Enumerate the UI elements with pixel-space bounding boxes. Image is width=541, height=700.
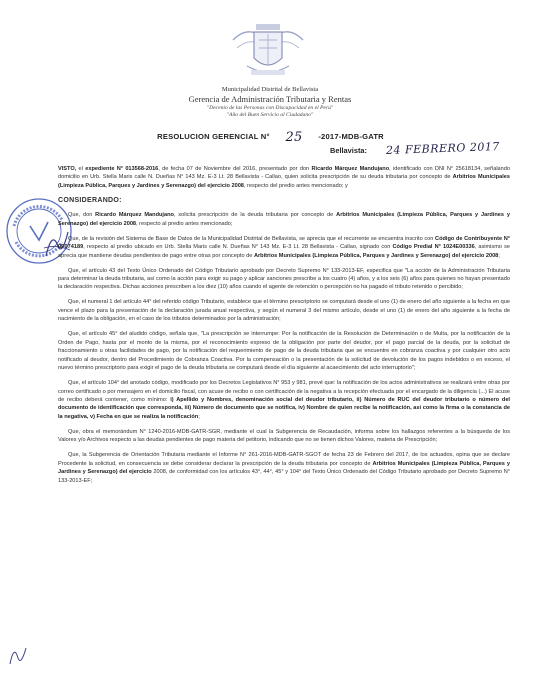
tax-concept: Arbitrios Municipales (Limpieza Pública, Parques y Jardines y Serenazgo) del ejercicio 2008 [58,174,510,189]
considerando-paragraph-1 [58,211,510,228]
visto-text: , identificado con DNI N° 25618134, señalando domicilio en Urb. Stella Maris calle N. Dueñas N° 143 Mz. E-3 Lt. 28 Bellavista - Callao, quien solicita prescripción de su deuda tributaria por concepto de [58,166,511,181]
considerando-paragraph-8 [58,451,510,485]
visto-text: el [76,166,86,172]
paragraph-text: ; [498,252,500,259]
considerando-paragraph-3: Que, el artículo 43 del Texto Único Ordenado del Código Tributario aprobado por Decreto Supremo N° 133-2013-EF, especifica que "La acción de la Administración Tributaria para determinar la deuda tributaria, así como la acción para exigir su pago y aplicar sanciones prescribe a los cuatro (4) años, y a los seis (6) años para quienes no hayan presentado la declaración respectiva. Dichas acciones prescriben a los diez (10) años cuando el agente de retención o percepción no ha pagado el tributo retenido o percibido; [58,267,510,291]
considerando-paragraph-2 [58,235,510,260]
paragraph-text: Que, el artículo 104° del anotado código, modificado por los Decretos Legislativos N° 953 y 981, prevé que: la notificación de los actos administrativos se realizará entre otras por correo certificado o por mensajero en el domicilio fiscal, con acuse de recibo o con certificación de la negativa a la recepción efectuada por el encargado de la diligencia (...) El acuse de recibo deberá contener, como mínimo: [58,380,510,403]
considerando-paragraph-7: Que, obra el memorándum N° 1240-2016-MDB-GATR-SGR, mediante el cual la Subgerencia de Recaudación, informa sobre los hallazgos referentes a la búsqueda de los Valores y/o Archivos respecto a las deudas pendientes de pago materia del petitorio, indicando que no se tienen dichos Valores, materia de Prescripción; [58,428,510,444]
handwritten-date: 24 FEBRERO 2017 [385,140,501,157]
visto-text: , de fecha 07 de Noviembre del 2016, presentado por don [158,166,312,172]
paragraph-text: Que, la Subgerencia de Orientación Tributaria mediante el Informe N° 261-2016-MDB-GATR-SGOT de fecha 23 de Febrero del 2017, de los actuados, opina que se declare Procedente la solicitud, en consecuencia se debe considerar declarar la prescripción de la deuda tributaria por concepto de [58,452,510,467]
notification-requirements: i) Apellido y Nombres, denominación social del deudor tributario, ii) Número de RUC del deudor tributario o número del documento de identificación que corresponda, iii) Número de documento que se notifica, iv) Nombre de quien recibe la notificación, así como la firma o la constancia de la negativa, v) Fecha en que se realiza la notificación [58,396,510,420]
paragraph-text: ; [198,413,200,420]
letterhead [120,86,420,118]
paragraph-text: Que, de la revisión del Sistema de Base de Datos de la Municipalidad Distrital de Bellavista, se aprecia que el recurrente se encuentra inscrito con [68,235,436,242]
decade-quote: "Decenio de las Personas con Discapacidad en el Perú" [206,105,334,111]
considerando-paragraph-5: Que, el artículo 45° del aludido código, señala que, "La prescripción se interrumpe: Por la notificación de la Resolución de Determinación o de Multa, por la notificación de la Orden de Pago, hasta por el monto de la misma, por el reconocimiento expreso de la obligación por parte del deudor, por el pago parcial de la deuda, por la solicitud de fraccionamiento u otras facilidades de pago, por la notificación del requerimiento de pago de la deuda tributaria que se encuentre en cobranza coactiva y por cualquier otro acto notificado al deudor, dentro del Procedimiento de Cobranza Coactiva. Por la compensación o la presentación de la solicitud de devolución de los pagos indebidos o en exceso, el nuevo término prescriptorio para exigir el pago de la deuda tributaria se computará desde el día siguiente al acaecimiento del acto interruptorio"; [58,331,510,372]
resolution-suffix: -2017-MDB-GATR [318,132,384,141]
tax-concept: Arbitrios Municipales (Limpieza Pública, Parques y Jardines y Serenazgo) del ejercicio [58,460,510,476]
taxpayer-code: Código de Contribuyente N° 0F074189 [58,235,510,251]
resolution-number: 25 [285,130,303,145]
place-label: Bellavista: [330,146,367,155]
considerando-paragraph-4: Que, el numeral 1 del artículo 44° del referido código Tributario, establece que el término prescriptorio se computará desde el uno (1) de enero del año siguiente a la fecha en que vence el plazo para la presentación de la declaración jurada anual respectiva, y según el numeral 3 del mismo artículo, desde el uno (1) de enero del año siguiente a la fecha de nacimiento de la obligación, en el caso de los tributos determinados por la administración; [58,299,510,323]
considerando-paragraph-6 [58,379,510,421]
paragraph-text: , solicita prescripción de la deuda tributaria por concepto de [173,212,337,219]
expediente-number: expediente N° 013568-2016 [85,166,159,172]
paragraph-text: , respecto al predio ubicado en Urb. Stella Maris calle N. Dueñas N° 143 Mz. E-3 Lt. 28 Bellavista - Callao, signado con [83,244,393,251]
visto-label: VISTO, [58,166,77,172]
paragraph-text: 2008, de conformidad con los artículos 43°, 44°, 45° y 104° del Texto Único Ordenado del Código Tributario aprobado por Decreto Supremo N° 133-2013-EF; [58,469,510,484]
paragraph-text: , respecto al predio antes mencionado; [136,220,233,227]
visto-paragraph [58,165,510,190]
petitioner-name: Ricardo Márquez Mandujano [311,166,390,172]
municipality-name: Municipalidad Distrital de Bellavista [221,86,319,93]
tax-concept: Arbitrios Municipales (Limpieza Pública, Parques y Jardines y Serenazgo) del ejercicio 2008 [58,212,510,227]
resolution-prefix: RESOLUCION GERENCIAL N° [157,132,270,141]
property-code: Código Predial N° 1024E00336 [392,244,475,251]
municipal-coat-of-arms-icon [223,18,313,88]
paragraph-text: , asimismo se aprecia que mantiene deudas pendientes de pago entre otras por concepto de [58,244,510,259]
resolution-body [58,165,510,492]
paragraph-text: Que, don [68,212,96,219]
tax-concept: Arbitrios Municipales (Limpieza Pública, Parques y Jardines y Serenazgo) del ejercicio 2008 [253,252,499,259]
year-quote: "Año del Buen Servicio al Ciudadano" [226,112,314,118]
office-name: Gerencia de Administración Tributaria y Rentas [188,94,352,104]
considerando-heading: CONSIDERANDO: [58,196,122,204]
visto-text: , respecto del predio antes mencionado; y [243,182,348,189]
petitioner-name: Ricardo Márquez Mandujano [95,212,174,219]
margin-initials-icon [6,640,30,670]
